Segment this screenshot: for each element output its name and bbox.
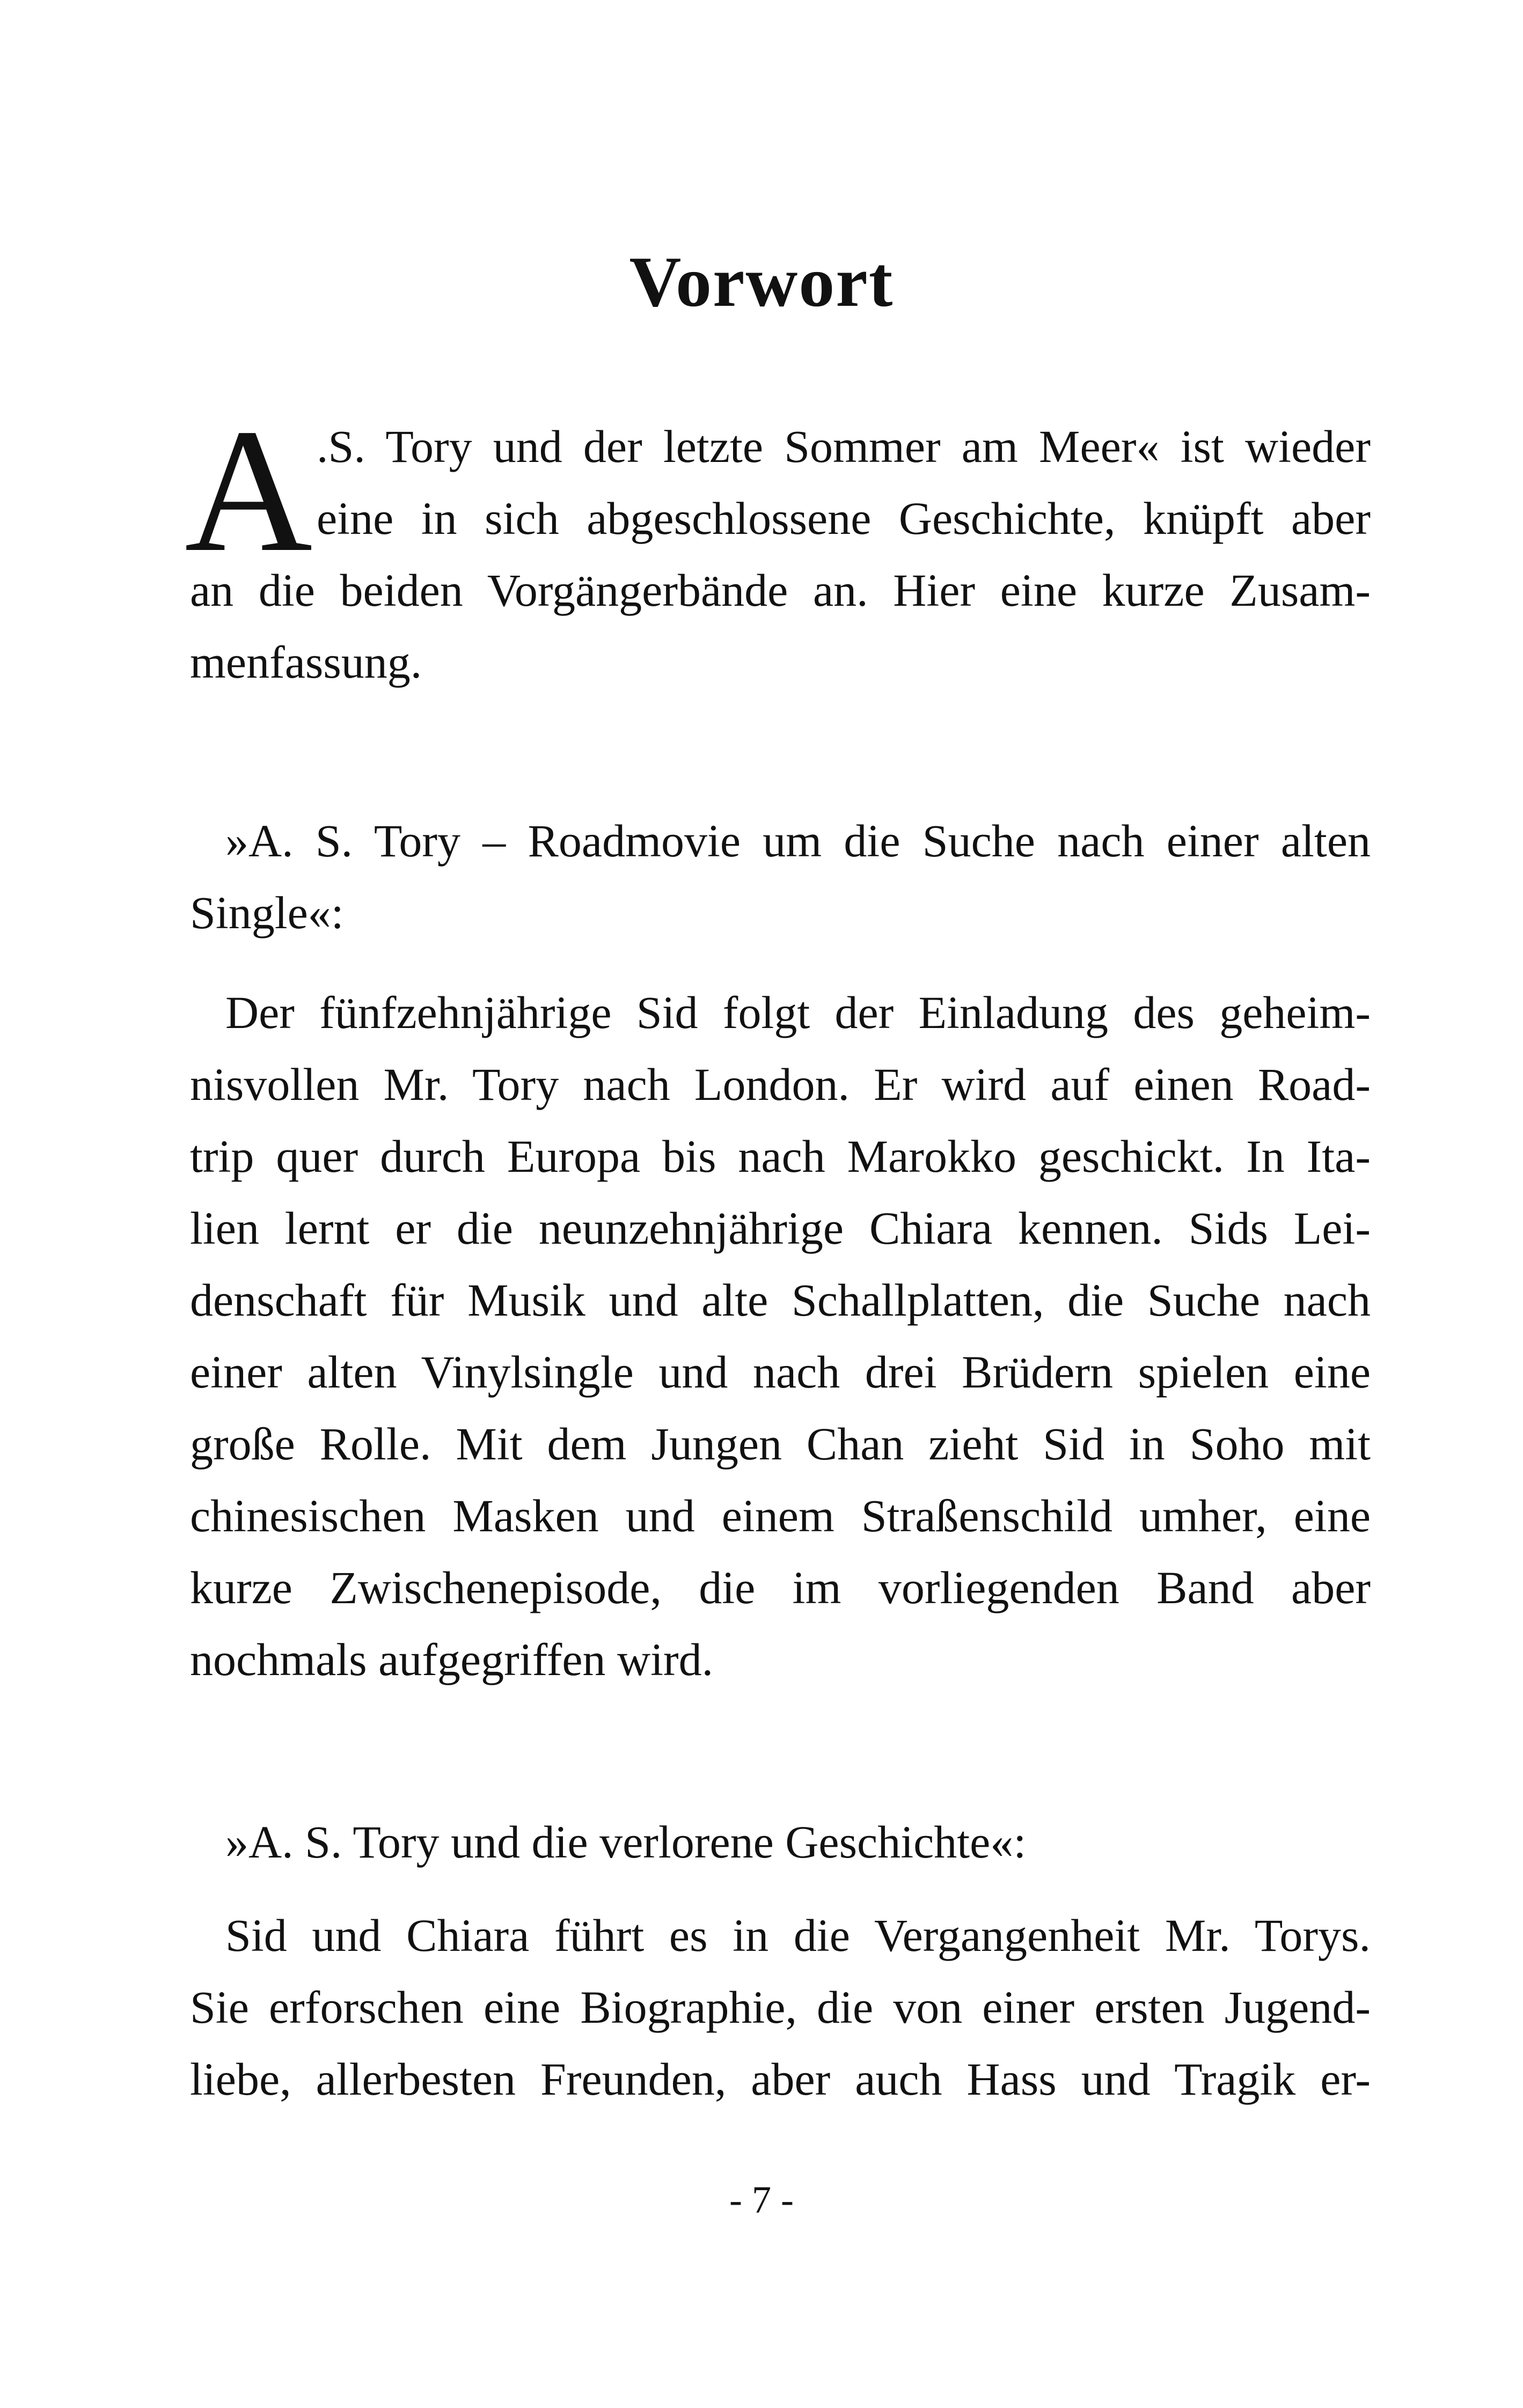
section1-line: einer alten Vinylsingle und nach drei Brüdern spielen eine xyxy=(190,1346,1371,1398)
section1-line: trip quer durch Europa bis nach Marokko geschickt. In Ita- xyxy=(190,1130,1371,1182)
intro-line-4: menfassung. xyxy=(190,636,422,688)
intro-line-3: an die beiden Vorgängerbände an. Hier eine kurze Zusam- xyxy=(190,564,1371,616)
section1-line: Der fünfzehnjährige Sid folgt der Einladung des geheim- xyxy=(225,987,1371,1038)
section2-line: Sie erforschen eine Biographie, die von einer ersten Jugend- xyxy=(190,1981,1371,2033)
section1-heading-line-1: »A. S. Tory – Roadmovie um die Suche nach einer alten xyxy=(225,815,1371,867)
chapter-title: Vorwort xyxy=(629,242,894,321)
section1-line: nisvollen Mr. Tory nach London. Er wird auf einen Road- xyxy=(190,1059,1371,1110)
section1-line: kurze Zwischenepisode, die im vorliegenden Band aber xyxy=(190,1562,1371,1613)
section2-heading: »A. S. Tory und die verlorene Geschichte«: xyxy=(225,1816,1027,1868)
page-number: - 7 - xyxy=(729,2178,794,2221)
section1-line: nochmals aufgegriffen wird. xyxy=(190,1634,714,1685)
section1-heading-line-2: Single«: xyxy=(190,887,344,938)
section2-line: liebe, allerbesten Freunden, aber auch Hass und Tragik er- xyxy=(190,2053,1371,2105)
intro-line-2: eine in sich abgeschlossene Geschichte, knüpft aber xyxy=(317,493,1371,544)
section1-line: denschaft für Musik und alte Schallplatten, die Suche nach xyxy=(190,1274,1371,1326)
section1-line: chinesischen Masken und einem Straßenschild umher, eine xyxy=(190,1490,1371,1541)
section1-line: lien lernt er die neunzehnjährige Chiara kennen. Sids Lei- xyxy=(190,1202,1371,1254)
intro-line-1: .S. Tory und der letzte Sommer am Meer« ist wieder xyxy=(317,421,1371,472)
section2-line: Sid und Chiara führt es in die Vergangenheit Mr. Torys. xyxy=(225,1910,1371,1961)
drop-cap: A xyxy=(185,393,313,589)
section1-line: große Rolle. Mit dem Jungen Chan zieht Sid in Soho mit xyxy=(190,1418,1371,1470)
